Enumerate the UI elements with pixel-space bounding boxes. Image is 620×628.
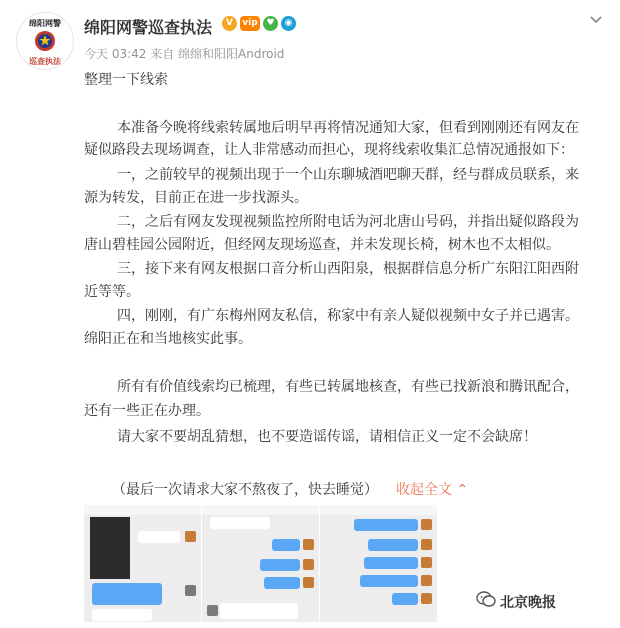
chat-avatar (421, 557, 432, 568)
watermark: 北京晚报 (500, 595, 556, 611)
chat-avatar (421, 575, 432, 586)
chat-avatar (421, 539, 432, 550)
chat-bubble (260, 559, 300, 571)
heart-badge-icon: ♥ (263, 16, 278, 31)
chat-bubble (364, 557, 418, 569)
chat-avatar (185, 531, 196, 542)
chevron-down-icon[interactable] (588, 12, 604, 28)
chat-bubble (92, 583, 162, 605)
post-title: 整理一下线索 (84, 72, 168, 88)
chat-avatar (421, 593, 432, 604)
post-line: 还有一些正在办理。 (84, 403, 210, 419)
chat-bubble (368, 539, 418, 551)
chat-bubble (92, 609, 152, 621)
post-closing: （最后一次请求大家不熬夜了，快去睡觉） (112, 482, 378, 498)
chat-avatar (303, 559, 314, 570)
avatar[interactable] (16, 12, 74, 70)
image-thumbnail[interactable] (84, 505, 201, 622)
post-line: 请大家不要胡乱猜想，也不要造谣传谣，请相信正义一定不会缺席！ (117, 429, 537, 445)
avatar-text-top: 绵阳网警 (29, 19, 61, 28)
avatar-text-bottom: 巡查执法 (29, 57, 61, 66)
post-line: 所有有价值线索均已梳理，有些已转属地核查，有些已找新浪和腾讯配合， (117, 379, 579, 395)
chat-avatar (421, 519, 432, 530)
vip-icon: vip (240, 16, 260, 31)
post-line: 四，刚刚，有广东梅州网友私信，称家中有亲人疑似视频中女子并已遇害。 (117, 308, 579, 324)
chat-avatar (185, 585, 196, 596)
image-thumbnail[interactable] (202, 505, 319, 622)
post-line: 一，之前较早的视频出现于一个山东聊城酒吧聊天群，经与群成员联系，来 (117, 167, 579, 183)
chat-avatar (303, 577, 314, 588)
image-thumbnail[interactable] (320, 505, 437, 622)
chat-avatar (207, 605, 218, 616)
chat-bubble (272, 539, 300, 551)
camera-badge-icon: ◉ (281, 16, 296, 31)
chat-bubble (138, 531, 180, 543)
chat-bubble (264, 577, 300, 589)
post-line: 唐山碧桂园公园附近，但经网友现场巡查，并未发现长椅，树木也不太相似。 (84, 237, 560, 253)
collapse-button[interactable]: 收起全文 ⌃ (396, 482, 469, 498)
chat-bubble (210, 517, 270, 529)
user-badges (222, 16, 296, 31)
chat-bubble (354, 519, 418, 531)
police-emblem-icon (34, 29, 56, 53)
thumb-topbar (320, 505, 437, 515)
post-meta: 今天 03:42 来自 绵绵和阳阳Android (84, 47, 285, 61)
username[interactable]: 绵阳网警巡查执法 (84, 18, 213, 37)
verified-icon: V (222, 16, 237, 31)
post-line: 二，之后有网友发现视频监控所附电话为河北唐山号码，并指出疑似路段为 (117, 214, 579, 230)
post-line: 绵阳正在和当地核实此事。 (84, 331, 252, 347)
post-line: 源为转发，目前正在进一步找源头。 (84, 190, 308, 206)
post-line: 本准备今晚将线索转属地后明早再将情况通知大家，但看到刚刚还有网友在 (117, 120, 579, 136)
chat-bubble (392, 593, 418, 605)
chat-bubble (220, 603, 298, 619)
thumb-topbar (84, 505, 201, 515)
chat-avatar (303, 539, 314, 550)
video-frame (90, 517, 130, 579)
post-line: 疑似路段去现场调查，让人非常感动而担心，现将线索收集汇总情况通报如下： (84, 142, 574, 158)
wechat-icon (476, 590, 496, 608)
chat-bubble (360, 575, 418, 587)
post-line: 三，接下来有网友根据口音分析山西阳泉，根据群信息分析广东阳江阳西附 (117, 261, 579, 277)
post-line: 近等等。 (84, 284, 140, 300)
thumb-topbar (202, 505, 319, 515)
